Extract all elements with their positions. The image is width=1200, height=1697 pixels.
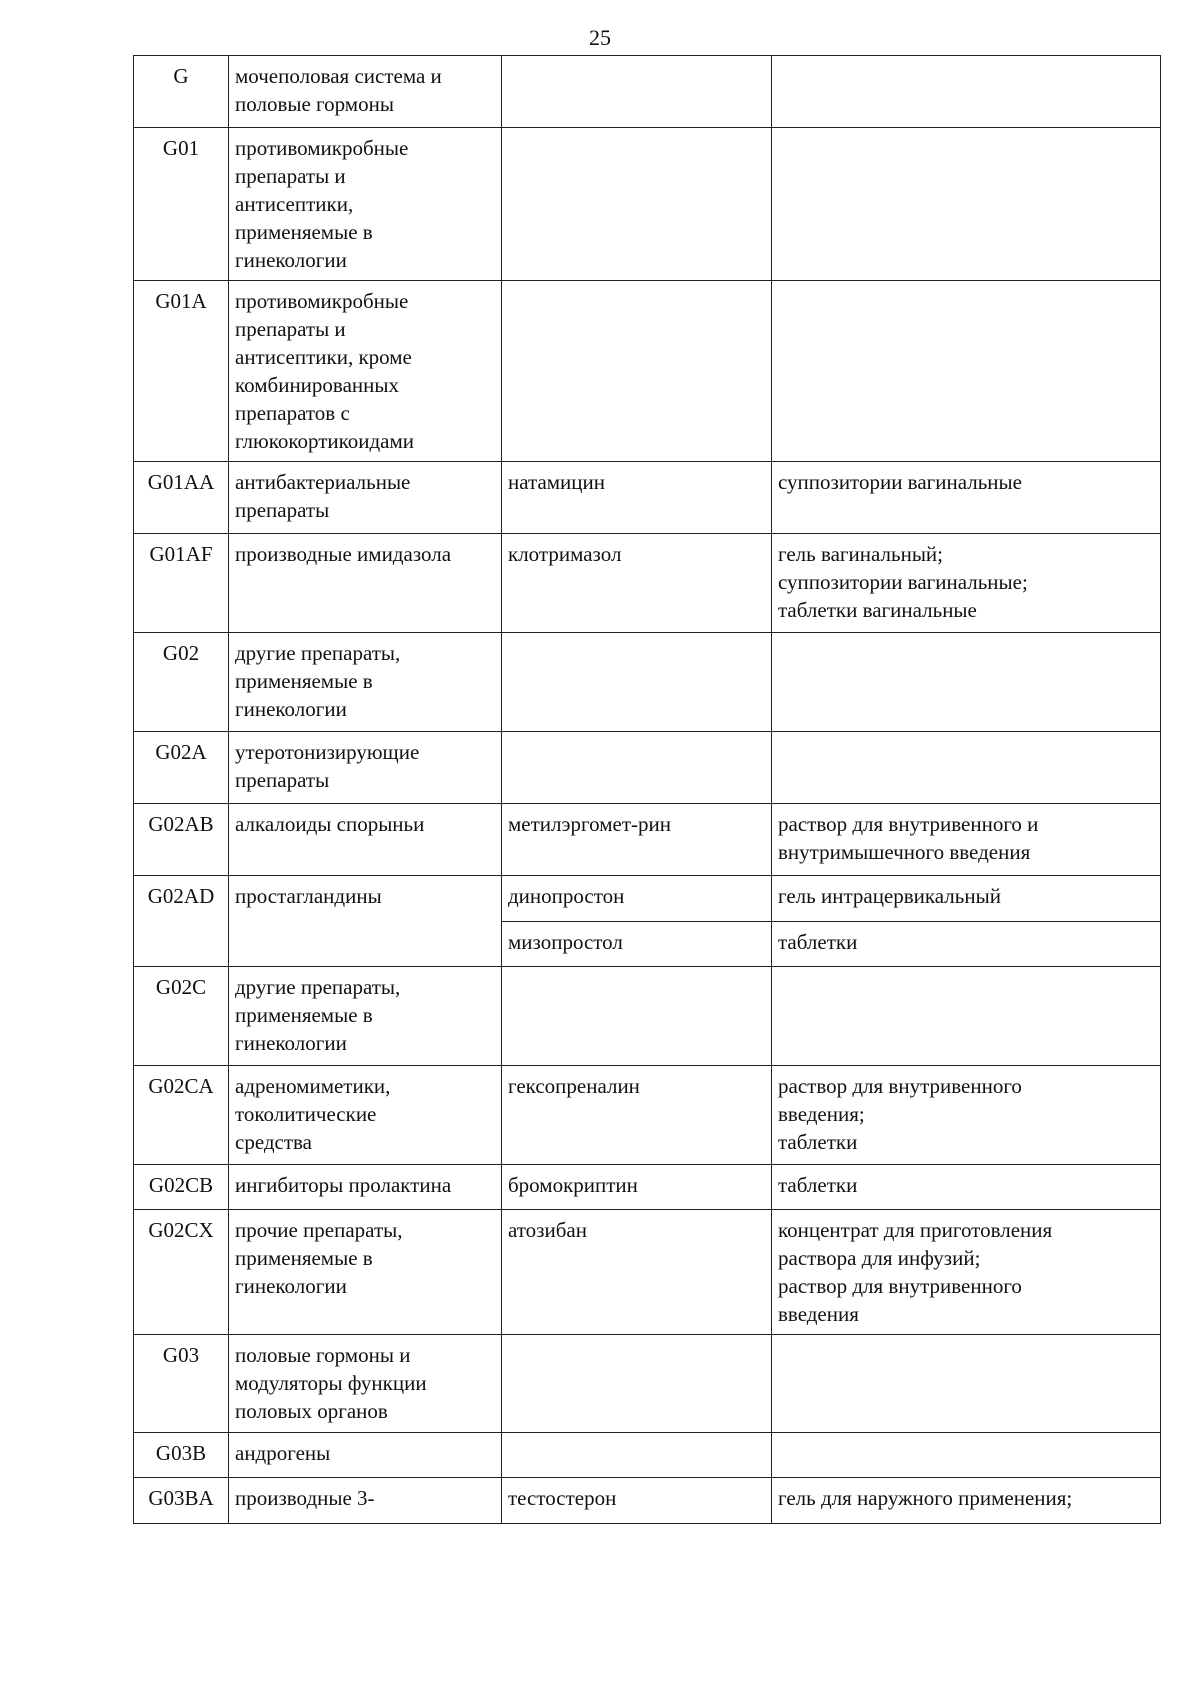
group-name-cell <box>229 1335 502 1433</box>
dosage-form-cell <box>772 1478 1161 1524</box>
group-name-cell <box>229 1478 502 1524</box>
group-name-cell <box>229 56 502 128</box>
cell-line: гель вагинальный; <box>778 542 943 566</box>
drug-name-cell <box>502 534 772 633</box>
group-name-cell <box>229 462 502 534</box>
group-name-cell <box>229 1165 502 1210</box>
group-name-cell <box>229 1433 502 1478</box>
table-row <box>134 1433 1161 1478</box>
atc-code-cell: G02CX <box>134 1210 229 1335</box>
cell-line: препаратов с <box>235 401 350 425</box>
atc-code-cell: G03B <box>134 1433 229 1478</box>
cell-line: половые гормоны и <box>235 1343 411 1367</box>
cell-line: динопростон <box>508 884 625 908</box>
cell-line: концентрат для приготовления <box>778 1218 1053 1242</box>
page-number: 25 <box>589 25 611 50</box>
drug-name-cell <box>502 804 772 876</box>
table-row <box>134 876 1161 922</box>
cell-line: другие препараты, <box>235 641 401 665</box>
cell-line: ингибиторы пролактина <box>235 1173 452 1197</box>
dosage-form-cell <box>772 922 1161 967</box>
cell-line: бромокриптин <box>508 1173 638 1197</box>
cell-line: алкалоиды спорыньи <box>235 812 425 836</box>
drug-name-cell <box>502 1478 772 1524</box>
cell-line: введения; <box>778 1102 865 1126</box>
cell-line: суппозитории вагинальные <box>778 470 1022 494</box>
cell-line: половые гормоны <box>235 92 394 116</box>
dosage-form-cell <box>772 281 1161 462</box>
atc-code-cell: G <box>134 56 229 128</box>
cell-line: антисептики, кроме <box>235 345 412 369</box>
cell-line: гинекологии <box>235 248 347 272</box>
drug-name-cell <box>502 1165 772 1210</box>
cell-line: препараты и <box>235 317 346 341</box>
atc-code-cell: G01 <box>134 128 229 281</box>
cell-line: клотримазол <box>508 542 622 566</box>
dosage-form-cell <box>772 462 1161 534</box>
cell-line: гинекологии <box>235 1031 347 1055</box>
cell-line: применяемые в <box>235 1246 373 1270</box>
cell-line: таблетки <box>778 930 858 954</box>
cell-line: раствора для инфузий; <box>778 1246 981 1270</box>
cell-line: гель интрацервикальный <box>778 884 1001 908</box>
table-row <box>134 633 1161 732</box>
cell-line: таблетки <box>778 1173 858 1197</box>
cell-line: применяемые в <box>235 669 373 693</box>
atc-code-cell: G01AF <box>134 534 229 633</box>
cell-line: мочеполовая система и <box>235 64 442 88</box>
dosage-form-cell <box>772 1066 1161 1165</box>
cell-line: препараты <box>235 768 330 792</box>
group-name-cell <box>229 1066 502 1165</box>
group-name-cell <box>229 633 502 732</box>
cell-line: противомикробные <box>235 289 409 313</box>
cell-line: другие препараты, <box>235 975 401 999</box>
drug-name-cell <box>502 462 772 534</box>
cell-line: производные 3- <box>235 1486 375 1510</box>
atc-code-cell: G02AD <box>134 876 229 967</box>
cell-line: токолитические <box>235 1102 377 1126</box>
atc-code-cell: G03BA <box>134 1478 229 1524</box>
cell-line: модуляторы функции <box>235 1371 427 1395</box>
dosage-form-cell <box>772 1433 1161 1478</box>
cell-line: применяемые в <box>235 220 373 244</box>
table-row <box>134 1478 1161 1524</box>
cell-line: гексопреналин <box>508 1074 640 1098</box>
drug-name-cell <box>502 633 772 732</box>
group-name-cell <box>229 281 502 462</box>
atc-code-cell: G02A <box>134 732 229 804</box>
table-row <box>134 1165 1161 1210</box>
group-name-cell <box>229 967 502 1066</box>
cell-line: метилэргомет-рин <box>508 812 671 836</box>
drug-name-cell <box>502 1066 772 1165</box>
atc-code-cell: G03 <box>134 1335 229 1433</box>
dosage-form-cell <box>772 128 1161 281</box>
atc-code-cell: G01AA <box>134 462 229 534</box>
cell-line: тестостерон <box>508 1486 617 1510</box>
drug-name-cell <box>502 876 772 922</box>
drug-name-cell <box>502 922 772 967</box>
dosage-form-cell <box>772 534 1161 633</box>
group-name-cell <box>229 128 502 281</box>
atc-code-cell: G01A <box>134 281 229 462</box>
cell-line: андрогены <box>235 1441 331 1465</box>
cell-line: таблетки вагинальные <box>778 598 977 622</box>
cell-line: таблетки <box>778 1130 858 1154</box>
drug-name-cell <box>502 1210 772 1335</box>
dosage-form-cell <box>772 876 1161 922</box>
atc-code-cell: G02 <box>134 633 229 732</box>
cell-line: утеротонизирующие <box>235 740 420 764</box>
drug-name-cell <box>502 1433 772 1478</box>
cell-line: половых органов <box>235 1399 388 1423</box>
table-row <box>134 462 1161 534</box>
drug-name-cell <box>502 128 772 281</box>
drug-name-cell <box>502 732 772 804</box>
cell-line: глюкокортикоидами <box>235 429 415 453</box>
table-row <box>134 534 1161 633</box>
cell-line: гинекологии <box>235 697 347 721</box>
drug-name-cell <box>502 1335 772 1433</box>
dosage-form-cell <box>772 633 1161 732</box>
drug-name-cell <box>502 281 772 462</box>
table-row <box>134 804 1161 876</box>
table-row <box>134 1066 1161 1165</box>
dosage-form-cell <box>772 732 1161 804</box>
cell-line: адреномиметики, <box>235 1074 391 1098</box>
cell-line: антибактериальные <box>235 470 411 494</box>
group-name-cell <box>229 876 502 967</box>
dosage-form-cell <box>772 1335 1161 1433</box>
cell-line: суппозитории вагинальные; <box>778 570 1028 594</box>
drug-classification-table <box>133 55 1161 1524</box>
cell-line: комбинированных <box>235 373 399 397</box>
cell-line: антисептики, <box>235 192 354 216</box>
atc-code-cell: G02C <box>134 967 229 1066</box>
cell-line: простагландины <box>235 884 382 908</box>
cell-line: препараты и <box>235 164 346 188</box>
cell-line: противомикробные <box>235 136 409 160</box>
table-row <box>134 1335 1161 1433</box>
cell-line: раствор для внутривенного и <box>778 812 1039 836</box>
dosage-form-cell <box>772 1210 1161 1335</box>
table-row <box>134 56 1161 128</box>
cell-line: мизопростол <box>508 930 623 954</box>
cell-line: гель для наружного применения; <box>778 1486 1073 1510</box>
cell-line: препараты <box>235 498 330 522</box>
cell-line: применяемые в <box>235 1003 373 1027</box>
table-row <box>134 1210 1161 1335</box>
group-name-cell <box>229 732 502 804</box>
atc-code-cell: G02CB <box>134 1165 229 1210</box>
cell-line: атозибан <box>508 1218 587 1242</box>
cell-line: производные имидазола <box>235 542 452 566</box>
cell-line: введения <box>778 1302 859 1326</box>
table-row <box>134 281 1161 462</box>
table-row <box>134 967 1161 1066</box>
table-row <box>134 128 1161 281</box>
cell-line: гинекологии <box>235 1274 347 1298</box>
atc-code-cell: G02AB <box>134 804 229 876</box>
dosage-form-cell <box>772 56 1161 128</box>
atc-code-cell: G02CA <box>134 1066 229 1165</box>
cell-line: раствор для внутривенного <box>778 1074 1022 1098</box>
dosage-form-cell <box>772 1165 1161 1210</box>
cell-line: внутримышечного введения <box>778 840 1031 864</box>
dosage-form-cell <box>772 804 1161 876</box>
cell-line: раствор для внутривенного <box>778 1274 1022 1298</box>
cell-line: средства <box>235 1130 313 1154</box>
cell-line: натамицин <box>508 470 606 494</box>
group-name-cell <box>229 804 502 876</box>
group-name-cell <box>229 534 502 633</box>
table-body <box>134 56 1161 1524</box>
drug-name-cell <box>502 56 772 128</box>
dosage-form-cell <box>772 967 1161 1066</box>
drug-name-cell <box>502 967 772 1066</box>
group-name-cell <box>229 1210 502 1335</box>
table-row <box>134 732 1161 804</box>
cell-line: прочие препараты, <box>235 1218 403 1242</box>
